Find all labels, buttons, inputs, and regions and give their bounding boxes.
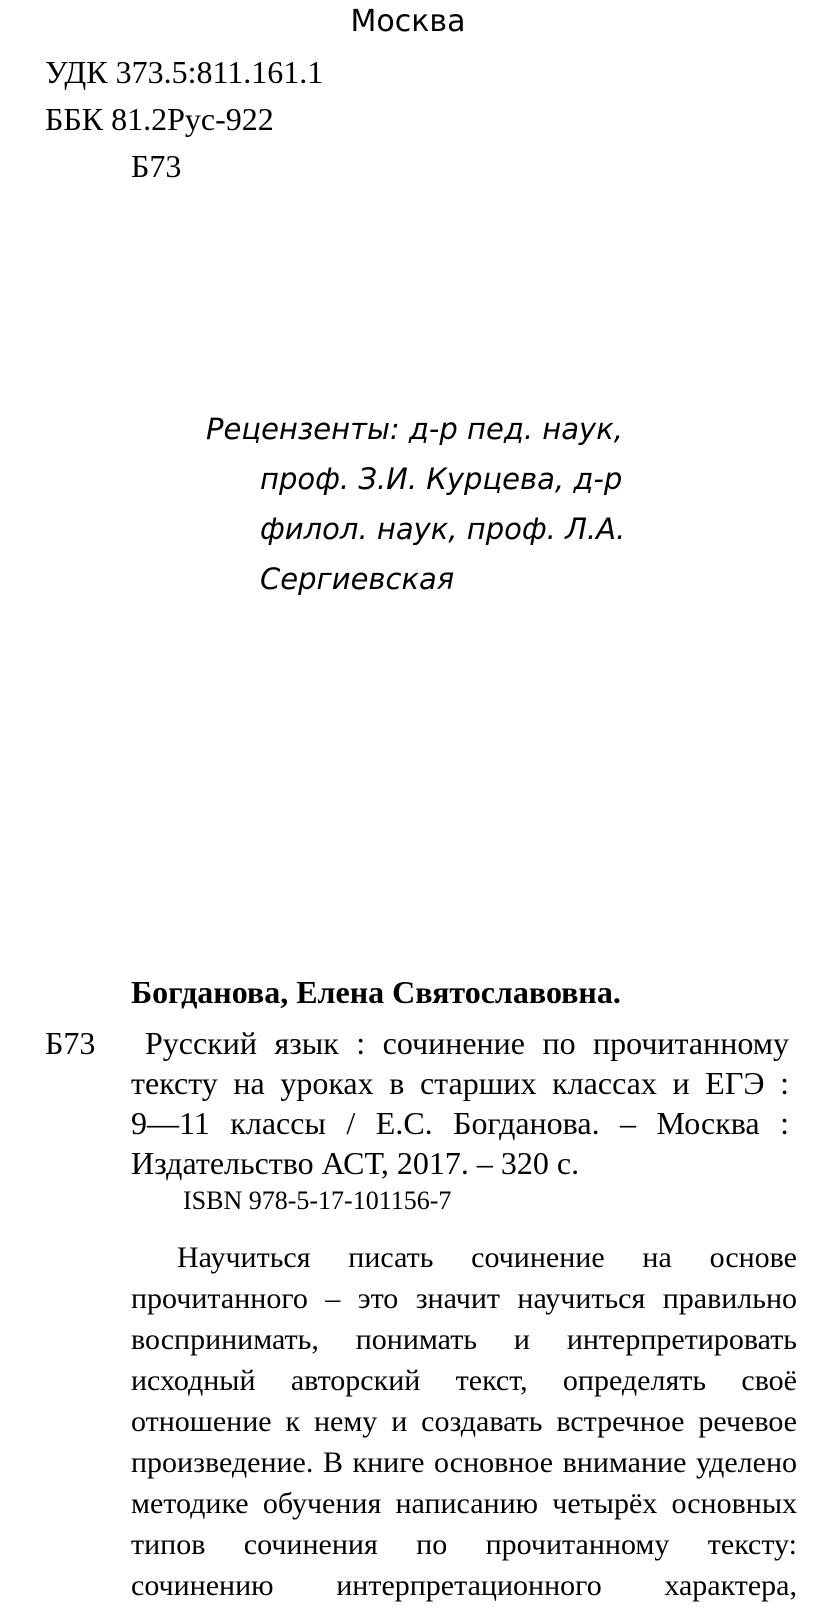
annotation-line: воспринимать, понимать и интерпретировать <box>131 1323 797 1356</box>
city-heading: Москва <box>350 4 466 39</box>
udk-code: УДК 373.5:811.161.1 <box>45 54 324 90</box>
author-sign-code: Б73 <box>131 148 182 184</box>
reviewers-line: Сергиевская <box>260 562 455 596</box>
author-heading: Богданова, Елена Святославовна. <box>131 974 621 1010</box>
reviewers-block <box>206 404 666 604</box>
bibliographic-line: 9—11 классы / Е.С. Богданова. – Москва : <box>131 1105 789 1141</box>
bbk-code: ББК 81.2Рус-922 <box>45 101 274 137</box>
reviewers-line: проф. З.И. Курцева, д-р <box>260 462 623 496</box>
record-author-sign: Б73 <box>45 1025 96 1061</box>
reviewers-line: филол. наук, проф. Л.А. <box>260 512 626 546</box>
annotation-line: исходный авторский текст, определять своё <box>131 1364 797 1397</box>
reviewers-line: Рецензенты: д-р пед. наук, <box>206 412 623 446</box>
annotation-line: Научиться писать сочинение на основе <box>177 1241 797 1274</box>
bibliographic-description <box>131 1023 789 1183</box>
annotation-block <box>131 1237 797 1606</box>
annotation-line: сочинению интерпретационного характера, <box>131 1569 797 1602</box>
annotation-line: методике обучения написанию четырёх основных <box>131 1487 797 1520</box>
annotation-line: отношение к нему и создавать встречное речевое <box>131 1405 797 1438</box>
bibliographic-line: Издательство АСТ, 2017. – 320 с. <box>131 1145 580 1181</box>
bibliographic-line: Русский язык : сочинение по прочитанному <box>145 1025 789 1061</box>
annotation-line: произведение. В книге основное внимание уделено <box>131 1446 797 1479</box>
annotation-line: прочитанного – это значит научиться правильно <box>131 1282 797 1315</box>
bibliographic-line: тексту на уроках в старших классах и ЕГЭ : <box>131 1065 789 1101</box>
isbn: ISBN 978-5-17-101156-7 <box>183 1186 452 1215</box>
annotation-line: типов сочинения по прочитанному тексту: <box>131 1528 797 1561</box>
